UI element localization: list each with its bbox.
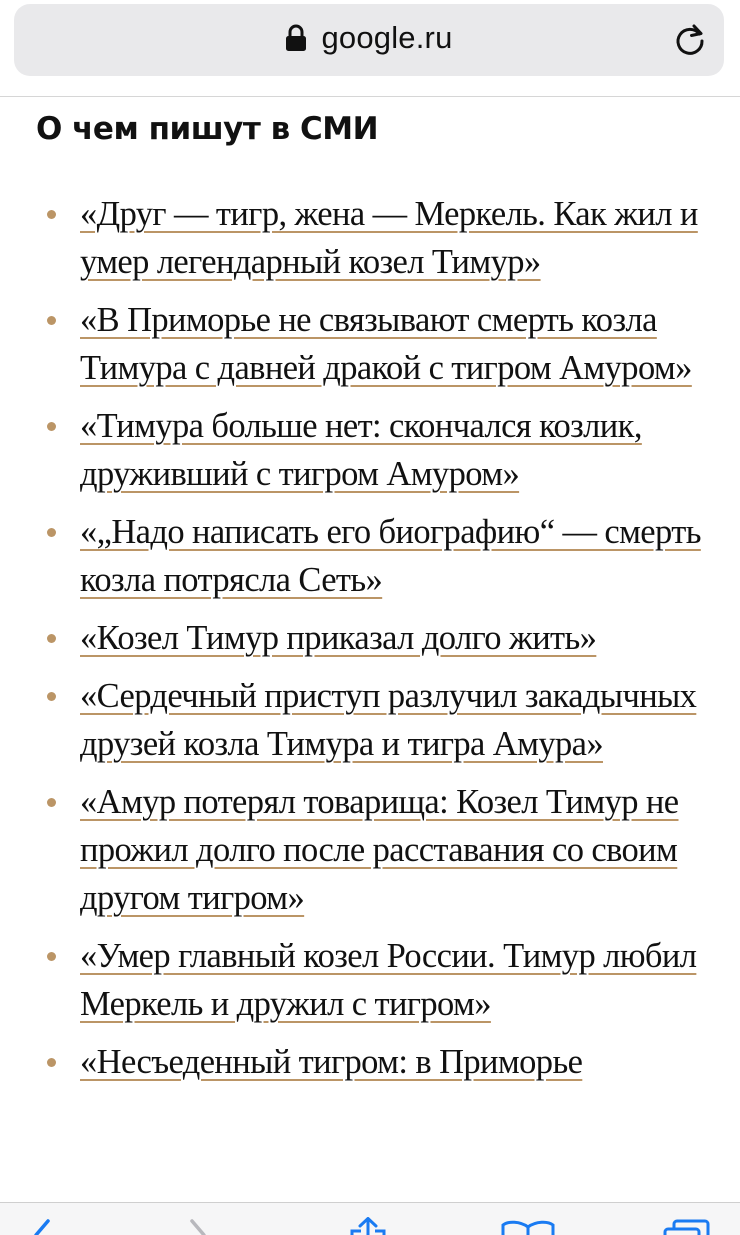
list-item	[0, 614, 740, 662]
bullet-dot	[47, 1058, 56, 1067]
tabs-icon[interactable]	[662, 1219, 712, 1235]
lock-icon	[285, 24, 307, 52]
browser-top-bar	[0, 0, 740, 97]
news-link[interactable]: «Умер главный козел России. Тимур любил Меркель и дружил с тигром»	[80, 937, 697, 1023]
bullet-dot	[47, 210, 56, 219]
news-link[interactable]: «Друг — тигр, жена — Меркель. Как жил и умер легендарный козел Тимур»	[80, 195, 698, 281]
reload-icon[interactable]	[672, 22, 708, 58]
bullet-dot	[47, 692, 56, 701]
bullet-dot	[47, 422, 56, 431]
list-item	[0, 778, 740, 922]
news-link[interactable]: «Амур потерял товарища: Козел Тимур не прожил долго после расставания со своим другом тигром»	[80, 783, 679, 917]
bullet-dot	[47, 634, 56, 643]
bookmarks-icon[interactable]	[500, 1219, 556, 1235]
news-link[interactable]: «Тимура больше нет: скончался козлик, друживший с тигром Амуром»	[80, 407, 642, 493]
news-link[interactable]: «Козел Тимур приказал долго жить»	[80, 619, 597, 657]
address-bar[interactable]	[14, 4, 724, 76]
list-item	[0, 672, 740, 768]
news-list	[0, 190, 740, 1096]
list-item	[0, 190, 740, 286]
url-display[interactable]	[14, 4, 724, 76]
share-icon[interactable]	[346, 1217, 390, 1235]
bullet-dot	[47, 528, 56, 537]
bottom-toolbar	[0, 1202, 740, 1235]
bullet-dot	[47, 316, 56, 325]
forward-icon[interactable]	[186, 1215, 210, 1235]
bullet-dot	[47, 798, 56, 807]
list-item	[0, 1038, 740, 1086]
page-content	[0, 97, 740, 1202]
news-link[interactable]: «В Приморье не связывают смерть козла Тимура с давней дракой с тигром Амуром»	[80, 301, 692, 387]
list-item	[0, 296, 740, 392]
list-item	[0, 508, 740, 604]
news-link[interactable]: «„Надо написать его биографию“ — смерть козла потрясла Сеть»	[80, 513, 701, 599]
url-text: google.ru	[321, 20, 453, 55]
news-link[interactable]: «Сердечный приступ разлучил закадычных друзей козла Тимура и тигра Амура»	[80, 677, 697, 763]
news-link[interactable]: «Несъеденный тигром: в Приморье	[80, 1043, 583, 1081]
section-title: О чем пишут в СМИ	[36, 111, 379, 147]
back-icon[interactable]	[30, 1215, 54, 1235]
list-item	[0, 402, 740, 498]
list-item	[0, 932, 740, 1028]
bullet-dot	[47, 952, 56, 961]
